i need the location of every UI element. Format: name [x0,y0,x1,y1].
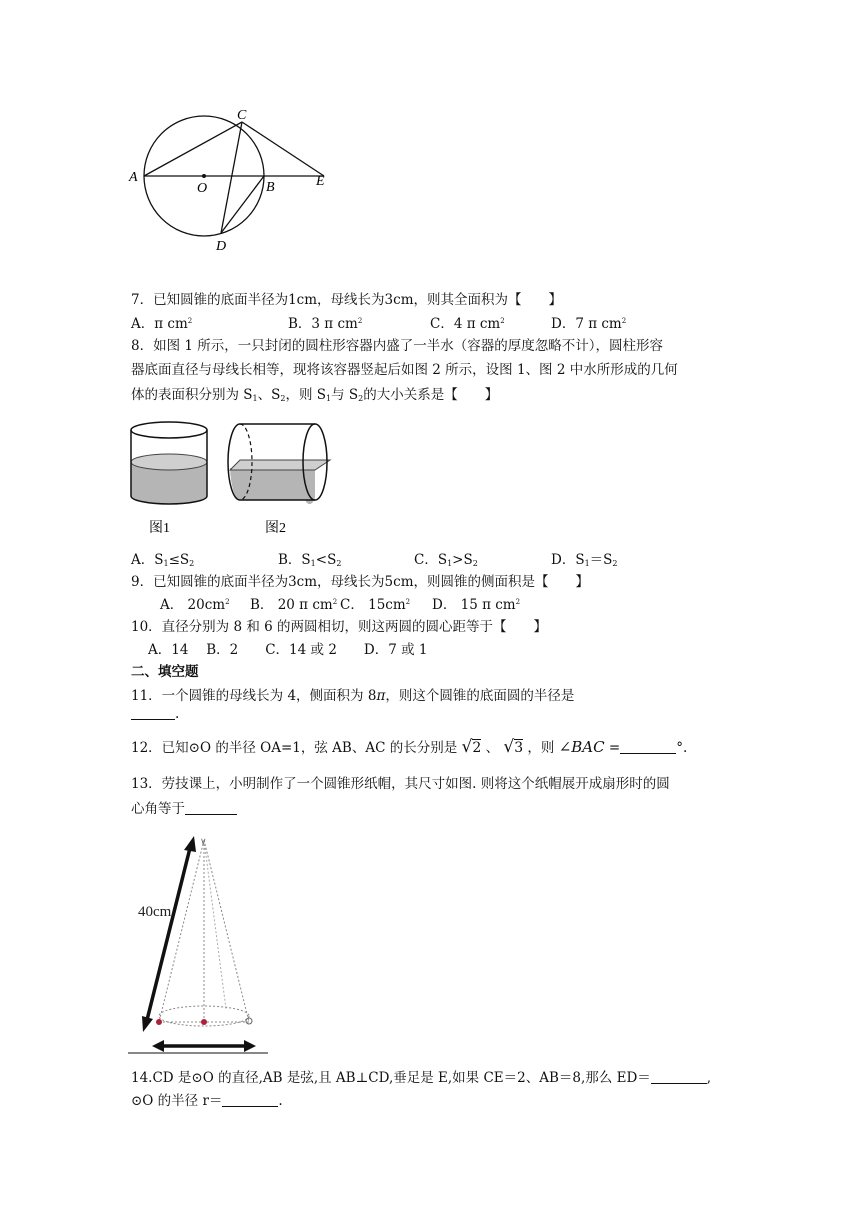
label-b: B [266,180,275,195]
svg-text:∨: ∨ [200,836,207,846]
q11-line1: 11．一个圆锥的母线长为 4，侧面积为 8π，则这个圆锥的底面圆的半径是 [131,688,575,704]
q11-answer-blank[interactable]: . [131,706,179,722]
q7-option-a: A．π $cm^2$ [131,316,193,332]
q9-option-a: A． $20cm^2$ [160,597,230,613]
q9-option-d: D． 15 π $cm^2$ [432,597,521,613]
q9-option-c: C． $15cm^2$ [340,597,411,613]
q8-option-c: C．$S_1>S_2$ [414,552,478,568]
q8-line2: 器底面直径与母线长相等，现将该容器竖起后如图 2 所示，设图 1、图 2 中水所形成的几何 [131,362,678,378]
q12-answer-blank[interactable] [620,741,676,754]
q8-option-a: A．$S_1\le S_2$ [131,552,195,568]
q14-answer-blank-2[interactable] [222,1094,278,1107]
q7-stem: 7．已知圆锥的底面半径为1cm，母线长为3cm，则其全面积为【 】 [131,292,562,308]
q8-option-d: D．$S_1=S_2$ [551,552,618,568]
cone-figure [128,832,273,1060]
circle-figure [125,105,340,260]
q10-options: A．14 B．2 C．14 或 2 D．7 或 1 [148,642,428,658]
label-c: C [237,108,247,123]
q14-line1: 14.CD 是⊙O 的直径,AB 是弦,且 AB⊥CD,垂足是 E,如果 CE＝2、AB＝8,那么 ED＝ , [131,1070,712,1086]
q14-answer-blank-1[interactable] [651,1071,707,1084]
fig1-label: 图1 [149,521,170,536]
q8-line3: 体的表面积分别为 $S_1$、$S_2$，则 $S_1$与 $S_2$的大小关系是【 】 [131,387,499,403]
q7-option-c: C．4 π $cm^2$ [430,316,505,332]
q9-stem: 9．已知圆锥的底面半径为3cm，母线长为5cm，则圆锥的侧面积是【 】 [131,574,589,590]
label-d: D [216,239,227,254]
label-o: O [197,181,208,196]
sqrt-3: √3 [503,737,524,757]
q9-option-b: B． 20 π $cm^2$ [250,597,338,613]
section-heading: 二、填空题 [131,664,199,680]
q13-line1: 13．劳技课上，小明制作了一个圆锥形纸帽，其尺寸如图. 则将这个纸帽展开成扇形时的圆 [131,776,670,792]
q8-line1: 8．如图 1 所示，一只封闭的圆柱形容器内盛了一半水（容器的厚度忽略不计），圆柱形容 [131,338,664,354]
q14-line2: ⊙O 的半径 r＝ . [131,1093,283,1109]
q13-answer-blank[interactable] [185,802,237,815]
slant-length-label: 40cm [138,904,172,920]
cylinders-figure [125,418,340,543]
sqrt-2: √2 [461,737,482,757]
q10-stem: 10．直径分别为 8 和 6 的两圆相切，则这两圆的圆心距等于【 】 [131,619,548,635]
q7-option-d: D．7 π $cm^2$ [551,316,627,332]
q13-line2: 心角等于 [131,797,237,817]
q7-option-b: B．3 π $cm^2$ [288,316,363,332]
q8-option-b: B．$S_1<S_2$ [278,552,342,568]
fig2-label: 图2 [265,521,286,536]
label-a: A [129,170,138,185]
q12-line: 12．已知⊙O 的半径 OA=1，弦 AB、AC 的长分别是 √2 、 √3 ，则 ∠BAC = °. [131,737,688,757]
label-e: E [316,174,325,189]
